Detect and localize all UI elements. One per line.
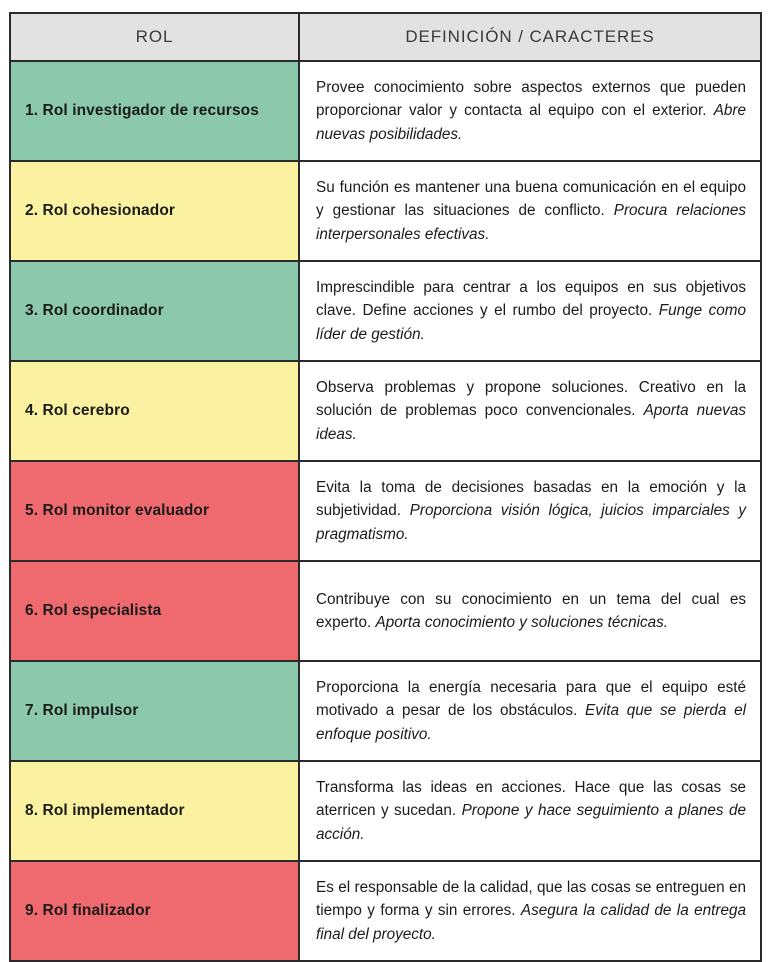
- role-label-cell: 4. Rol cerebro: [10, 361, 299, 461]
- role-definition-cell: [299, 661, 761, 761]
- definition-emphasis: Aporta conocimiento y soluciones técnicas.: [375, 614, 669, 631]
- role-label-cell: 8. Rol implementador: [10, 761, 299, 861]
- definition-emphasis: Asegura la calidad de la entrega final del proyecto.: [316, 902, 746, 943]
- table-row: [10, 561, 761, 661]
- role-label-cell: 1. Rol investigador de recursos: [10, 61, 299, 161]
- role-label-cell: 5. Rol monitor evaluador: [10, 461, 299, 561]
- table-row: [10, 461, 761, 561]
- table-row: [10, 161, 761, 261]
- role-label-cell: 7. Rol impulsor: [10, 661, 299, 761]
- role-label-cell: 6. Rol especialista: [10, 561, 299, 661]
- definition-emphasis: Propone y hace seguimiento a planes de acción.: [316, 802, 747, 843]
- table-row: [10, 361, 761, 461]
- definition-paragraph: [316, 76, 746, 146]
- definition-text: Observa problemas y propone soluciones. Creativo en la solución de problemas poco convencionales.: [316, 379, 746, 420]
- roles-table: [9, 12, 762, 962]
- table-row: [10, 861, 761, 961]
- role-definition-cell: [299, 761, 761, 861]
- definition-text: Transforma las ideas en acciones. Hace que las cosas se aterricen y sucedan.: [316, 779, 746, 820]
- role-definition-cell: [299, 61, 761, 161]
- definition-paragraph: [316, 176, 746, 246]
- definition-emphasis: Evita que se pierda el enfoque positivo.: [316, 702, 746, 743]
- column-header-definicion: DEFINICIÓN / CARACTERES: [299, 13, 761, 61]
- role-definition-cell: [299, 461, 761, 561]
- role-definition-cell: [299, 161, 761, 261]
- definition-text: Es el responsable de la calidad, que las cosas se entreguen en tiempo y forma y sin errores.: [316, 879, 746, 920]
- definition-text: Su función es mantener una buena comunicación en el equipo y gestionar las situaciones de conflicto.: [316, 179, 746, 220]
- definition-emphasis: Procura relaciones interpersonales efectivas.: [316, 202, 746, 243]
- definition-text: Evita la toma de decisiones basadas en la emoción y la subjetividad.: [316, 479, 746, 520]
- role-definition-cell: [299, 261, 761, 361]
- table-header: [10, 13, 761, 61]
- table-row: [10, 261, 761, 361]
- definition-paragraph: [316, 588, 746, 635]
- definition-text: Provee conocimiento sobre aspectos externos que pueden proporcionar valor y contacta al equipo con el exterior.: [316, 79, 746, 120]
- definition-emphasis: Aporta nuevas ideas.: [316, 402, 746, 443]
- table-row: [10, 661, 761, 761]
- role-label-cell: 2. Rol cohesionador: [10, 161, 299, 261]
- definition-paragraph: [316, 376, 746, 446]
- definition-paragraph: [316, 776, 746, 846]
- definition-text: Contribuye con su conocimiento en un tema del cual es experto.: [316, 590, 746, 631]
- role-label-cell: 3. Rol coordinador: [10, 261, 299, 361]
- column-header-rol: ROL: [10, 13, 299, 61]
- definition-paragraph: [316, 276, 746, 346]
- definition-paragraph: [316, 476, 746, 546]
- role-label-cell: 9. Rol finalizador: [10, 861, 299, 961]
- table-row: [10, 761, 761, 861]
- table-body: [10, 61, 761, 961]
- definition-paragraph: [316, 876, 746, 946]
- definition-emphasis: Abre nuevas posibilidades.: [316, 102, 746, 143]
- table-row: [10, 61, 761, 161]
- table-header-row: [10, 13, 761, 61]
- definition-emphasis: Proporciona visión lógica, juicios imparciales y pragmatismo.: [316, 502, 746, 543]
- role-definition-cell: [299, 561, 761, 661]
- definition-text: Imprescindible para centrar a los equipos en sus objetivos clave. Define acciones y el rumbo del proyecto.: [316, 279, 746, 320]
- role-definition-cell: [299, 361, 761, 461]
- role-definition-cell: [299, 861, 761, 961]
- definition-text: Proporciona la energía necesaria para que el equipo esté motivado a pesar de los obstáculos.: [316, 679, 746, 720]
- definition-paragraph: [316, 676, 746, 746]
- definition-emphasis: Funge como líder de gestión.: [316, 302, 746, 343]
